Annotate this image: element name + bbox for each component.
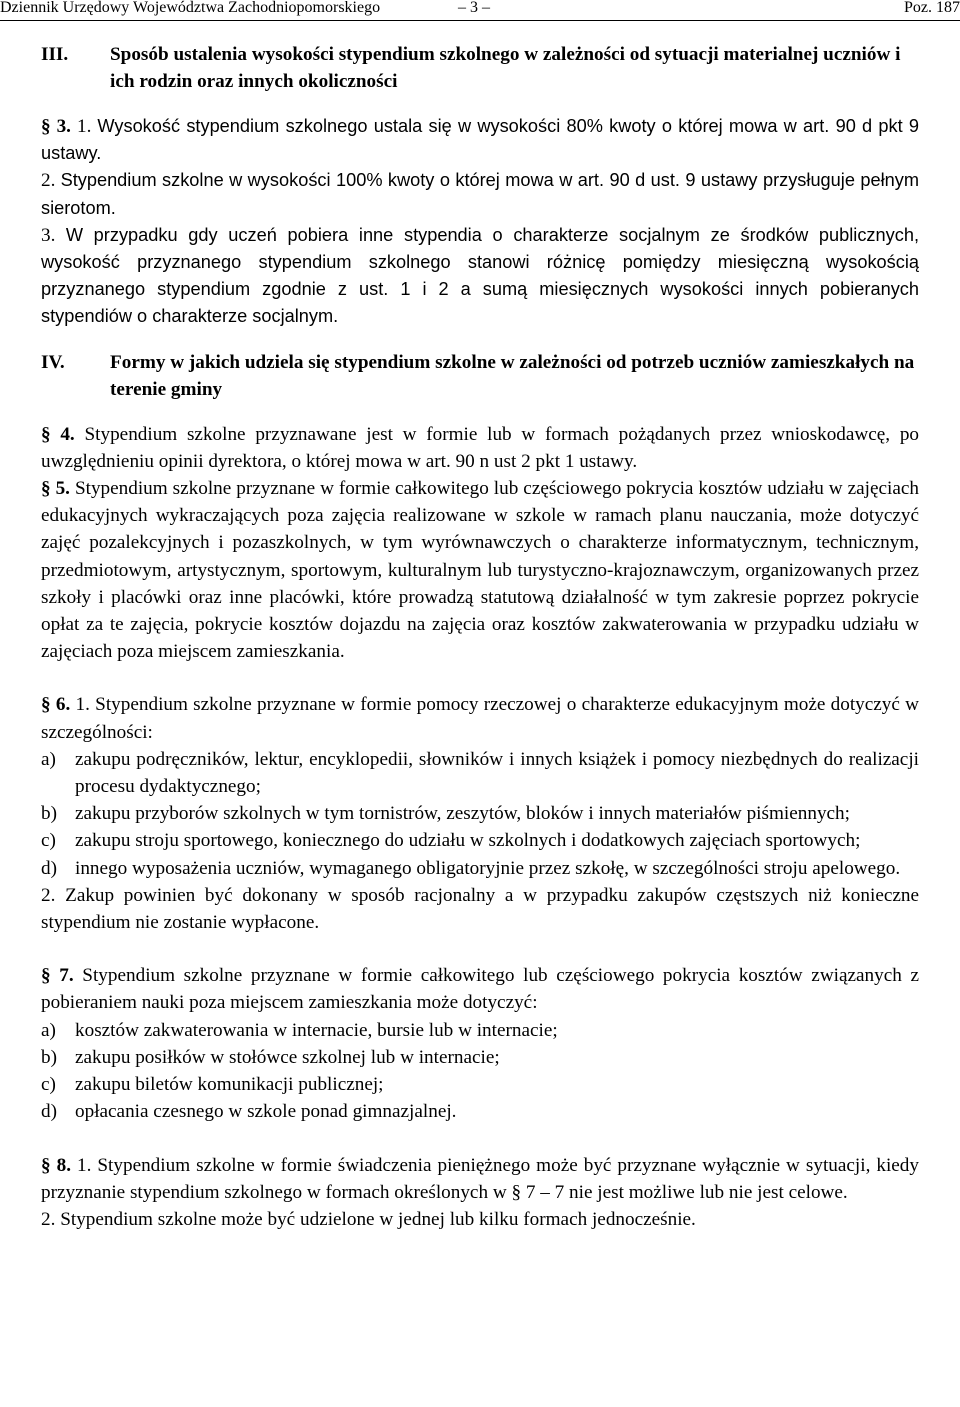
list-item — [41, 1071, 919, 1098]
paragraph-text: Stypendium szkolne przyznane w formie pomocy rzeczowej o charakterze edukacyjnym może dotyczyć w szczególności: — [41, 694, 920, 743]
section-sign: § 4. — [41, 423, 75, 445]
paragraph-3-2 — [41, 167, 919, 221]
paragraph-7 — [41, 962, 919, 1016]
paragraph-6-1 — [41, 691, 919, 745]
list-7 — [41, 1017, 919, 1126]
item-letter: d) — [41, 857, 57, 879]
paragraph-text: Stypendium szkolne w formie świadczenia pieniężnego może być przyznane wyłącznie w sytuacji, kiedy przyznanie stypendium szkolnego w formach określonych w § 7 – 7 nie jest możliwe lub nie jest celowe. — [41, 1154, 919, 1203]
point-number: 1. — [76, 1154, 92, 1176]
list-item — [41, 1044, 919, 1071]
item-letter: a) — [41, 1019, 56, 1041]
item-text: opłacania czesnego w szkole ponad gimnazjalnej. — [75, 1101, 457, 1123]
list-item — [41, 1017, 919, 1044]
paragraph-text: Stypendium szkolne przyznane w formie całkowitego lub częściowego pokrycia kosztów udziału w zajęciach edukacyjnych wykraczających poza zajęcia realizowane w szkole w ramach planu nauczania, może dotyczyć zajęć pozalekcyjnych i pozaszkolnych, w tym wyrównawczych o charakterze informatycznym, technicznym, przedmiotowym, artystycznym, sportowym, kulturalnym lub turystyczno-krajoznawczym, organizowanych przez szkoły i placówki oraz inne placówki, które prowadzą statutową działalność w tym zakresie poprzez pokrycie opłat za te zajęcia, pokrycie kosztów dojazdu na zajęcia oraz kosztów zakwaterowania w przypadku udziału w zajęciach poza miejscem zamieszkania. — [41, 478, 919, 663]
section-sign: § 7. — [41, 965, 74, 987]
item-text: zakupu stroju sportowego, koniecznego do udziału w szkolnych i dodatkowych zajęciach sportowych; — [75, 830, 861, 852]
list-item — [41, 855, 919, 882]
item-letter: b) — [41, 803, 57, 825]
section-sign: § 8. — [41, 1154, 71, 1176]
item-text: zakupu biletów komunikacji publicznej; — [75, 1074, 384, 1096]
paragraph-text: Stypendium szkolne w wysokości 100% kwoty o której mowa w art. 90 d ust. 9 ustawy przysługuje pełnym sierotom. — [41, 170, 919, 218]
item-text: zakupu posiłków w stołówce szkolnej lub w internacie; — [75, 1046, 500, 1068]
point-number: 2. — [41, 884, 56, 906]
point-number: 1. — [75, 694, 90, 716]
section-number: IV. — [41, 351, 65, 373]
list-6 — [41, 746, 919, 882]
section-title: Sposób ustalenia wysokości stypendium szkolnego w zależności od sytuacji materialnej uczniów i ich rodzin oraz innych okoliczności — [110, 44, 901, 92]
paragraph-text: Stypendium szkolne może być udzielone w jednej lub kilku formach jednocześnie. — [60, 1208, 696, 1230]
list-item — [41, 1098, 919, 1125]
paragraph-text: W przypadku gdy uczeń pobiera inne stypendia o charakterze socjalnym ze środków publicznych, wysokość przyznanego stypendium szkolnego stanowi różnicę pomiędzy miesięczną wysokością przyznanego stypendium zgodnie z ust. 1 i 2 a sumą miesięcznych wysokości innych pobieranych stypendiów o charakterze socjalnym. — [41, 224, 920, 327]
point-number: 3. — [41, 224, 56, 246]
paragraph-6-2 — [41, 882, 919, 936]
document-body — [41, 41, 919, 1233]
item-letter: c) — [41, 830, 56, 852]
paragraph-text: Zakup powinien być dokonany w sposób racjonalny a w przypadku zakupów częstszych niż konieczne stypendium nie zostanie wypłacone. — [41, 884, 919, 934]
list-item — [41, 827, 919, 854]
section-heading-iv — [41, 349, 919, 403]
section-sign: § 3. — [41, 116, 71, 137]
paragraph-text: Stypendium szkolne przyznane w formie całkowitego lub częściowego pokrycia kosztów związanych z pobieraniem nauki poza miejscem zamieszkania może dotyczyć: — [41, 965, 920, 1014]
section-heading-iii — [41, 41, 919, 95]
list-item — [41, 800, 919, 827]
paragraph-text: Stypendium szkolne przyznawane jest w formie lub w formach pożądanych przez wnioskodawcę, po uwzględnieniu opinii dyrektora, o której mowa w art. 90 n ust 2 pkt 1 ustawy. — [41, 423, 920, 472]
position-number: Poz. 187 — [904, 0, 960, 16]
paragraph-5 — [41, 475, 919, 665]
header-rule — [0, 20, 960, 21]
item-text: innego wyposażenia uczniów, wymaganego obligatoryjnie przez szkołę, w szczególności stroju apelowego. — [75, 857, 901, 879]
list-item — [41, 746, 919, 800]
item-text: kosztów zakwaterowania w internacie, bursie lub w internacie; — [75, 1019, 558, 1041]
item-text: zakupu podręczników, lektur, encyklopedii, słowników i innych książek i pomocy niezbędnych do realizacji procesu dydaktycznego; — [75, 748, 919, 798]
page-header — [0, 0, 960, 22]
paragraph-3-1 — [41, 113, 919, 167]
point-number: 2. — [41, 1208, 56, 1230]
point-number: 2. — [41, 170, 56, 192]
point-number: 1. — [76, 116, 92, 137]
item-letter: b) — [41, 1046, 57, 1068]
item-letter: c) — [41, 1074, 56, 1096]
item-text: zakupu przyborów szkolnych w tym tornistrów, zeszytów, bloków i innych materiałów piśmiennych; — [75, 803, 850, 825]
section-number: III. — [41, 44, 69, 65]
section-sign: § 5. — [41, 478, 70, 500]
paragraph-text: Wysokość stypendium szkolnego ustala się w wysokości 80% kwoty o której mowa w art. 90 d pkt 9 ustawy. — [41, 116, 920, 164]
section-title: Formy w jakich udziela się stypendium szkolne w zależności od potrzeb uczniów zamieszkałych na terenie gminy — [110, 351, 915, 400]
journal-name: Dziennik Urzędowy Województwa Zachodniopomorskiego — [0, 0, 381, 16]
page-number: – 3 – — [458, 0, 490, 16]
paragraph-8-1 — [41, 1152, 919, 1206]
paragraph-3-3 — [41, 222, 919, 331]
item-letter: a) — [41, 748, 56, 770]
paragraph-8-2 — [41, 1206, 919, 1233]
item-letter: d) — [41, 1101, 57, 1123]
paragraph-4 — [41, 421, 919, 475]
section-sign: § 6. — [41, 694, 71, 716]
